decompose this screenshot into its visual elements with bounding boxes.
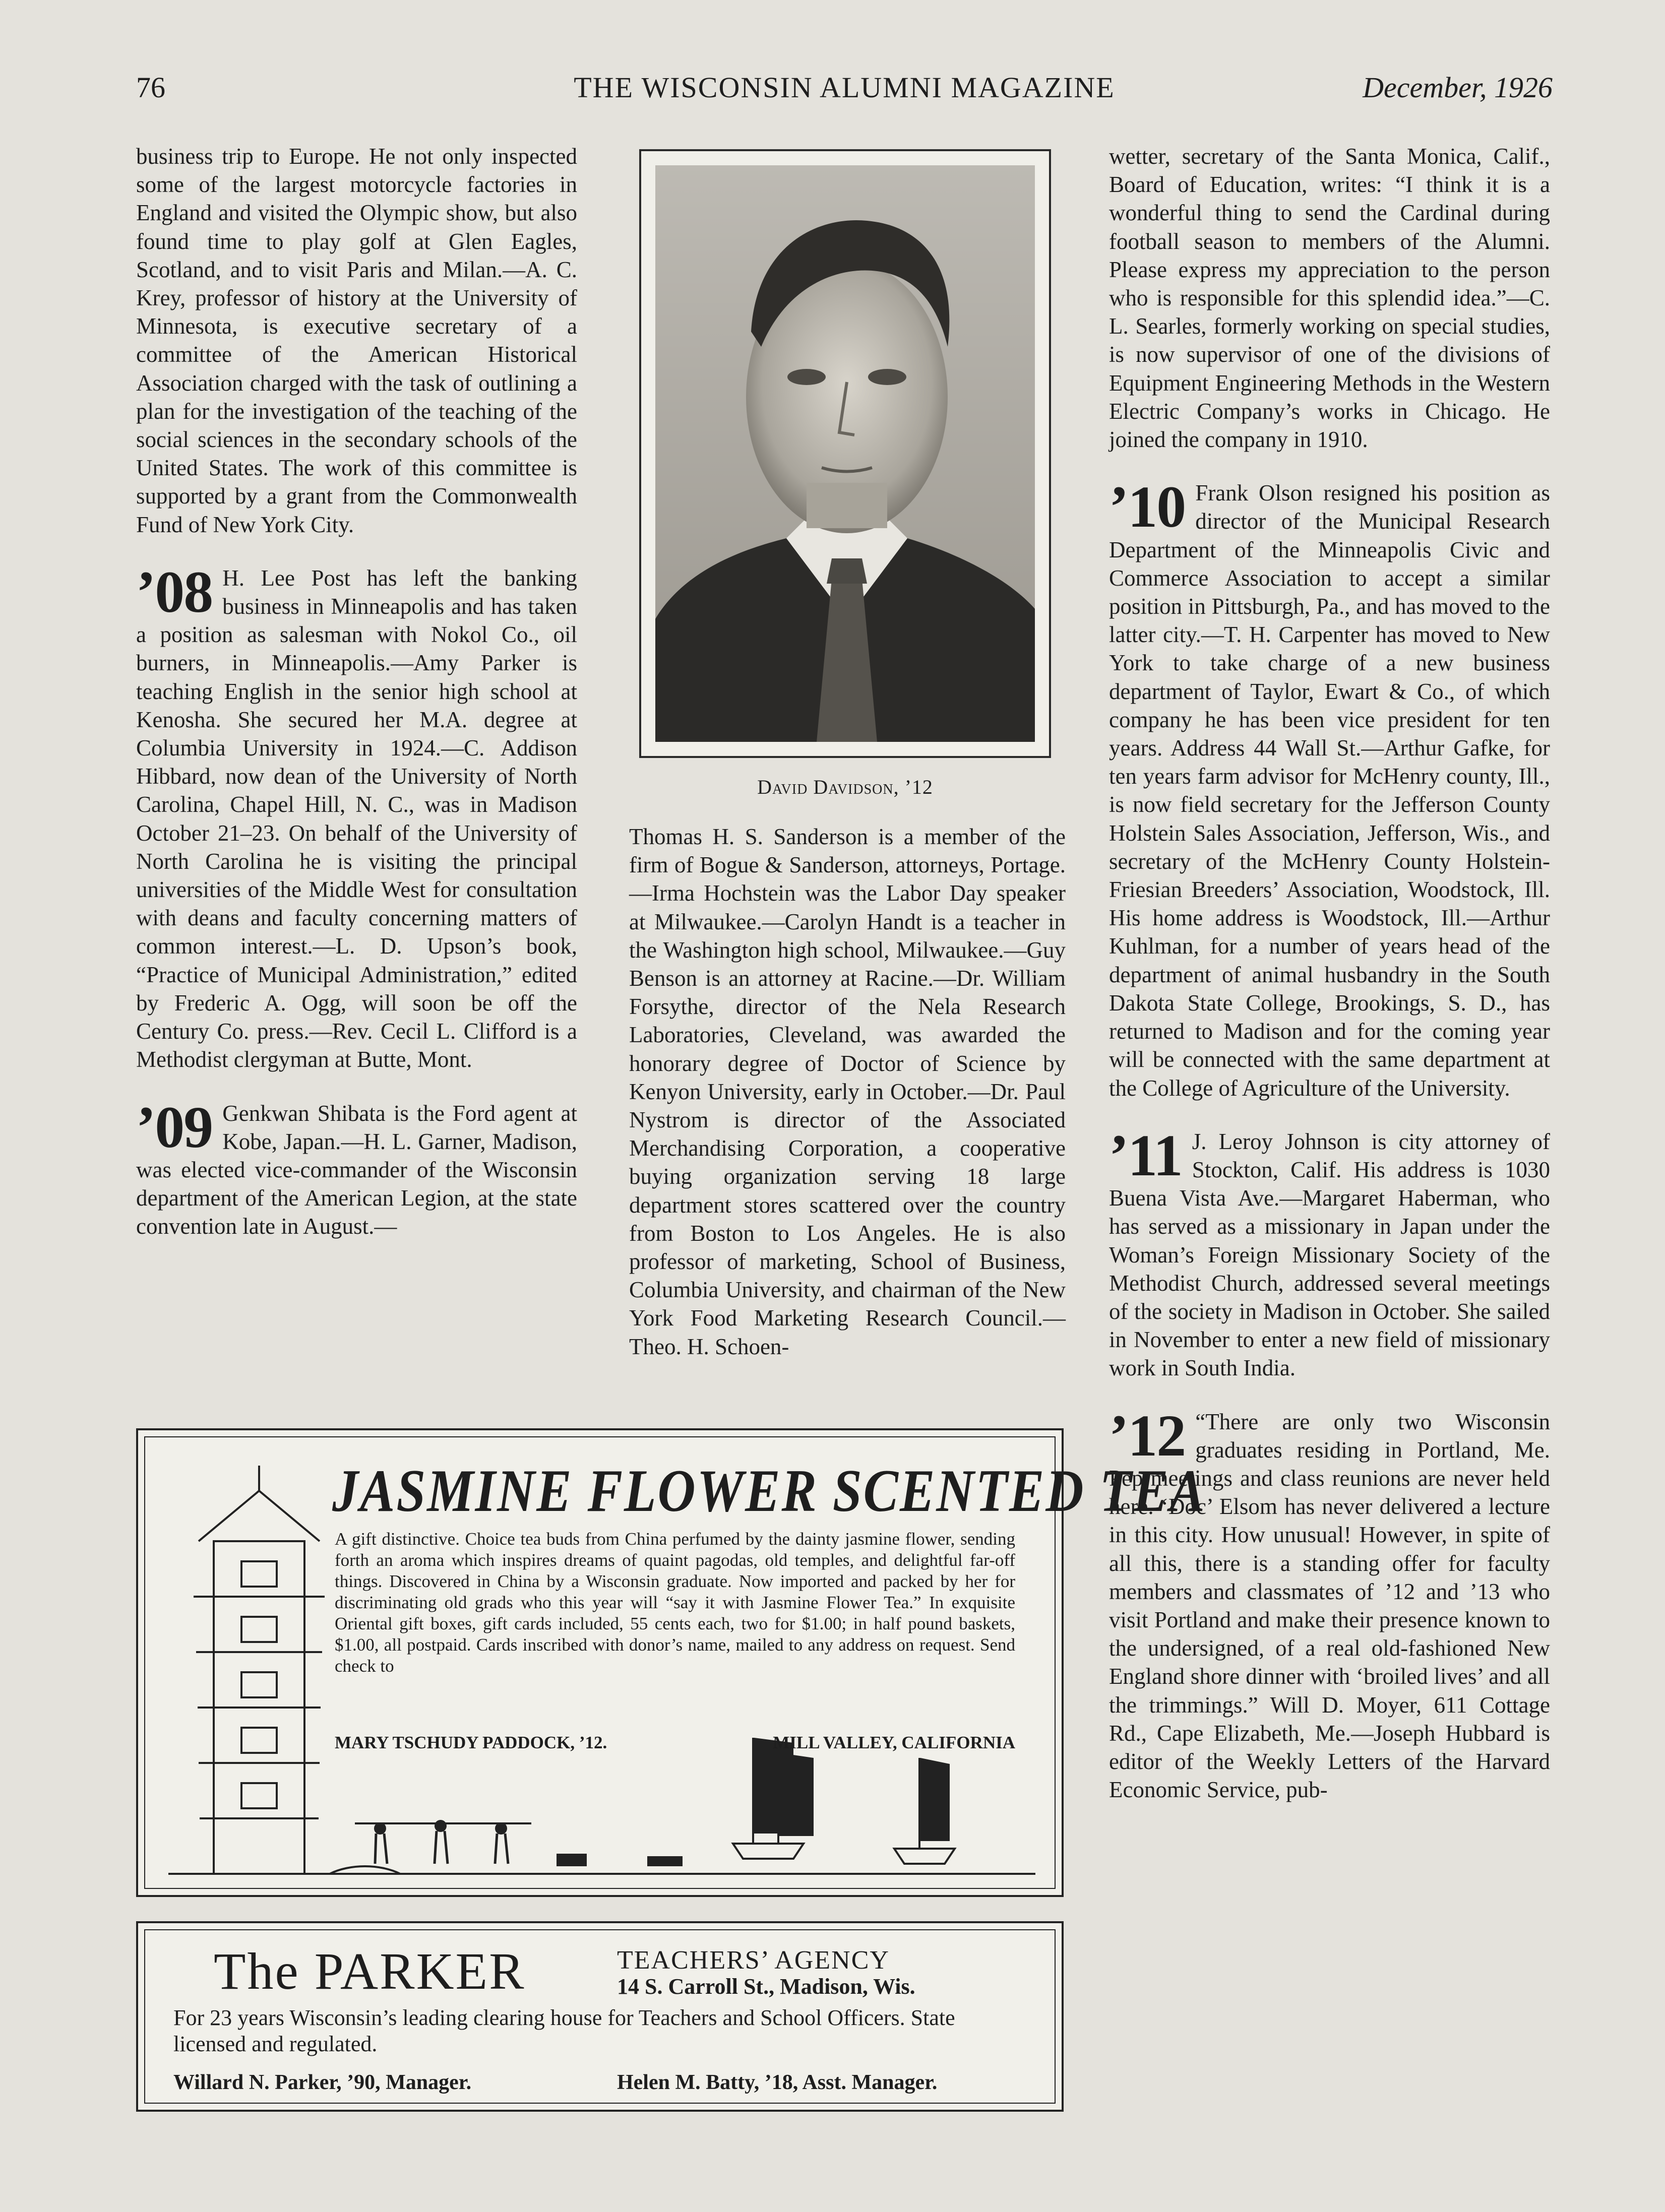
issue-date: December, 1926	[1363, 71, 1553, 104]
ad-parker-description: For 23 years Wisconsin’s leading clearing house for Teachers and School Officers. State licensed and regulated.	[173, 2005, 955, 2056]
class-year-1912: ’12	[1109, 1402, 1186, 1469]
portrait-caption-text: David Davidson, ’12	[757, 776, 933, 798]
class-year-1910: ’10	[1109, 474, 1186, 540]
class-year-1911: ’11	[1109, 1122, 1182, 1188]
portrait-photo	[639, 149, 1051, 758]
class-notes-1908	[136, 558, 577, 1074]
page-header	[136, 71, 1553, 111]
class-notes-1911	[1109, 1122, 1550, 1382]
ad-parker-asst-manager: Helen M. Batty, ’18, Asst. Manager.	[617, 2071, 938, 2094]
col1-paragraph-3: Genkwan Shibata is the Ford agent at Kobe, Japan.—H. L. Garner, Madison, was elected vice-commander of the Wisconsin department of the American Legion, at the state convention late in August.—	[136, 1100, 577, 1239]
ad-tea-title: JASMINE FLOWER SCENTED TEA	[332, 1458, 1206, 1525]
col2-paragraph-1: Thomas H. S. Sanderson is a member of the firm of Bogue & Sanderson, attorneys, Portage.—Irma Hochstein was the Labor Day speaker at Milwaukee.—Carolyn Handt is a teacher in the Washington high school, Milwaukee.—Guy Benson is an attorney at Racine.—Dr. William Forsythe, director of the Nela Research Laboratories, Cleveland, was awarded the honorary degree of Doctor of Science by Kenyon University, early in October.—Dr. Paul Nystrom is director of the Associated Merchandising Corporation, a cooperative buying organization serving 18 large department stores scattered over the country from Boston to Los Angeles. He is also professor of marketing, School of Business, Columbia University, and chairman of the New York Food Marketing Research Council.—Theo. H. Schoen-	[629, 824, 1066, 1359]
col3-paragraph-2: Frank Olson resigned his position as director of the Municipal Research Department of the Minneapolis Civic and Commerce Association to accept a similar position in Pittsburgh, Pa., and has moved to the latter city.—T. H. Carpenter has moved to New York to take charge of a new business department of Taylor, Ewart & Co., of which company he has been vice president for ten years. Address 44 Wall St.—Arthur Gafke, for ten years farm advisor for McHenry county, Ill., is now field secretary for the Jefferson County Holstein Sales Association, Jefferson, Wis., and secretary of the McHenry County Holstein-Friesian Breeders’ Association, Woodstock, Ill. His home address is Woodstock, Ill.—Arthur Kuhlman, for a number of years head of the department of animal husbandry in the South Dakota State College, Brookings, S. D., has returned to Madison and for the coming year will be connected with the same department at the College of Agriculture of the University.	[1109, 480, 1550, 1101]
ad-parker-brand: The PARKER	[214, 1942, 526, 2000]
column-right	[1109, 142, 1550, 1829]
class-notes-1909	[136, 1094, 577, 1241]
ad-parker-manager: Willard N. Parker, ’90, Manager.	[173, 2071, 472, 2094]
portrait-caption	[639, 775, 1051, 799]
page-number: 76	[136, 71, 165, 104]
col3-paragraph-4: “There are only two Wisconsin graduates residing in Portland, Me. Pep meetings and class reunions are never held here. ‘Doc’ Elsom has never delivered a lecture in this city. How unusual! However, in spite of all this, there is a standing offer for faculty members and classmates of ’12 and ’13 who visit Portland and make their presence known to the undersigned, of a real old-fashioned New England shore dinner with ‘broiled lives’ and all the trimmings.” Will D. Moyer, 611 Cottage Rd., Cape Elizabeth, Me.—Joseph Hubbard is editor of the Weekly Letters of the Harvard Economic Service, pub-	[1109, 1409, 1550, 1803]
col1-paragraph-1: business trip to Europe. He not only inspected some of the largest motorcycle factories in England and visited the Olympic show, but also found time to play golf at Glen Eagles, Scotland, and to visit Paris and Milan.—A. C. Krey, professor of history at the University of Minnesota, is executive secretary of a committee of the American Historical Association charged with the task of outlining a plan for the investigation of the teaching of the social sciences in the secondary schools of the United States. The work of this committee is supported by a grant from the Commonwealth Fund of New York City.	[136, 144, 577, 537]
class-notes-1910	[1109, 474, 1550, 1102]
class-year-1908: ’08	[136, 558, 213, 625]
ad-tea-seller: MARY TSCHUDY PADDOCK, ’12.	[335, 1733, 607, 1752]
column-middle	[629, 823, 1066, 1386]
col3-paragraph-3: J. Leroy Johnson is city attorney of Stockton, Calif. His address is 1030 Buena Vista Ave.—Margaret Haberman, who has served as a missionary in Japan under the Woman’s Foreign Missionary Society of the Methodist Church, addressed several meetings of the society in Madison in October. She sailed in November to enter a new field of missionary work in South India.	[1109, 1128, 1550, 1381]
ad-tea-body: A gift distinctive. Choice tea buds from China perfumed by the dainty jasmine flower, sending forth an aroma which inspires dreams of quaint pagodas, old temples, and delightful far-off things. Discovered in China by a Wisconsin graduate. Now imported and packed by her for discriminating old grads who this year will “say it with Jasmine Flower Tea.” In exquisite Oriental gift boxes, gift cards included, 55 cents each, two for $1.00; in half pound baskets, $1.00, all postpaid. Cards inscribed with donor’s name, mailed to any address on request. Send check to	[335, 1529, 1015, 1676]
col3-paragraph-1: wetter, secretary of the Santa Monica, Calif., Board of Education, writes: “I think it is a wonderful thing to send the Cardinal during football season to members of the Alumni. Please express my appreciation to the person who is responsible for this splendid idea.”—C. L. Searles, formerly working on special studies, is now supervisor of one of the divisions of Equipment Engineering Methods in the Western Electric Company’s works in Chicago. He joined the company in 1910.	[1109, 144, 1550, 453]
class-year-1909: ’09	[136, 1094, 213, 1160]
ad-parker-address: 14 S. Carroll St., Madison, Wis.	[617, 1974, 915, 1999]
jasmine-tea-advertisement	[136, 1428, 1206, 1897]
ad-parker-agency: TEACHERS’ AGENCY	[617, 1946, 890, 1975]
portrait-image	[655, 165, 1035, 742]
ad-tea-location: MILL VALLEY, CALIFORNIA	[773, 1733, 1015, 1752]
magazine-title: THE WISCONSIN ALUMNI MAGAZINE	[574, 71, 1115, 104]
col1-paragraph-2: H. Lee Post has left the banking business in Minneapolis and has taken a position as salesman with Nokol Co., oil burners, in Minneapolis.—Amy Parker is teaching English in the senior high school at Kenosha. She secured her M.A. degree at Columbia University in 1924.—C. Addison Hibbard, now dean of the University of North Carolina, Chapel Hill, N. C., was in Madison October 21–23. On behalf of the University of North Carolina he is visiting the principal universities of the Middle West for consultation with deans and faculty concerning matters of common interest.—L. D. Upson’s book, “Practice of Municipal Administration,” edited by Frederic A. Ogg, will soon be off the Century Co. press.—Rev. Cecil L. Clifford is a Methodist clergyman at Butte, Mont.	[136, 565, 577, 1072]
parker-teachers-agency-advertisement	[136, 1921, 1064, 2112]
column-left	[136, 142, 577, 1266]
